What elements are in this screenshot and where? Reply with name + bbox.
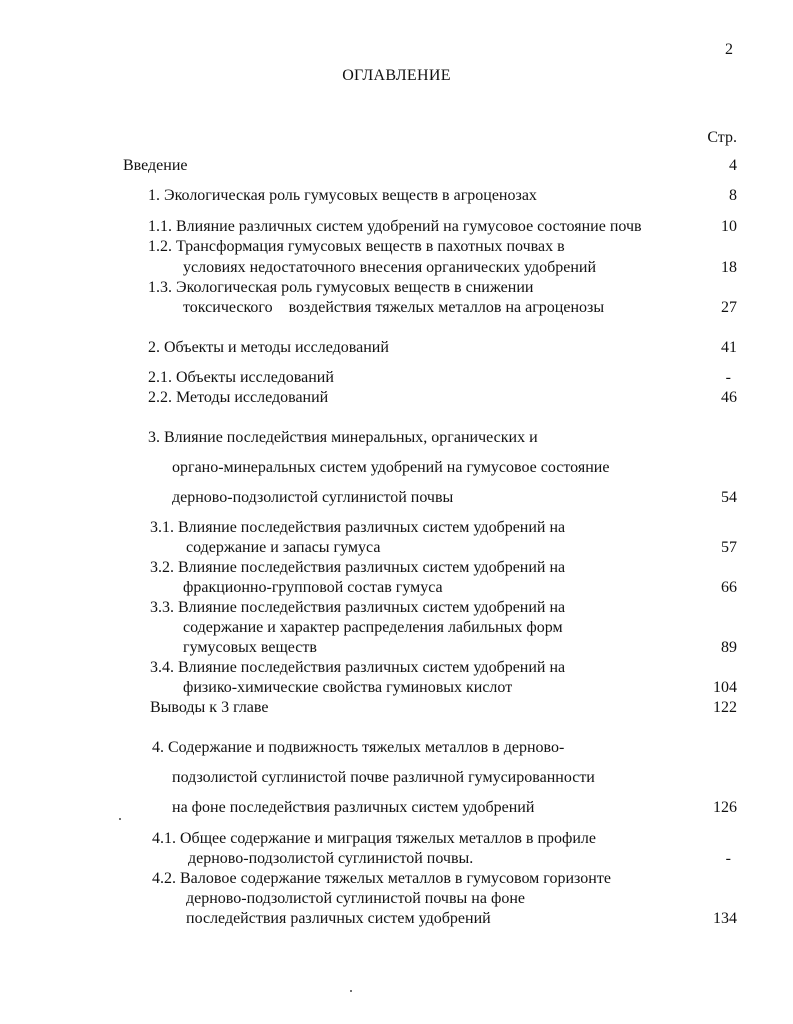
toc-entry-3-2-cont: фракционно-групповой состав гумуса <box>183 579 443 596</box>
page-number: 2 <box>725 41 733 58</box>
toc-entry-chapter-2: 2. Объекты и методы исследований <box>148 339 389 356</box>
toc-entry-1-2: 1.2. Трансформация гумусовых веществ в пахотных почвах в <box>148 238 565 255</box>
toc-entry-chapter-4-cont: на фоне последействия различных систем удобрений <box>172 799 535 816</box>
scan-speck <box>119 818 121 820</box>
toc-page-3-1: 57 <box>721 539 737 556</box>
toc-entry-chapter-1: 1. Экологическая роль гумусовых веществ в агроценозах <box>148 187 537 204</box>
toc-entry-chapter-4: 4. Содержание и подвижность тяжелых металлов в дерново- <box>152 739 565 756</box>
toc-page-4-2: 134 <box>713 910 737 927</box>
toc-entry-3-4-cont: физико-химические свойства гуминовых кислот <box>183 679 513 696</box>
toc-entry-3-3-cont: гумусовых веществ <box>183 639 317 656</box>
toc-page-1-1: 10 <box>721 218 737 235</box>
toc-page-1-3: 27 <box>721 299 737 316</box>
toc-page-chapter-3: 54 <box>721 489 737 506</box>
toc-page-3-3: 89 <box>721 639 737 656</box>
toc-entry-3-1-cont: содержание и запасы гумуса <box>186 539 381 556</box>
toc-entry-2-2: 2.2. Методы исследований <box>148 389 329 406</box>
toc-page-3-2: 66 <box>721 579 737 596</box>
toc-page-2-2: 46 <box>721 389 737 406</box>
toc-entry-chapter-4-cont: подзолистой суглинистой почве различной гумусированности <box>172 769 595 786</box>
toc-entry-3-3-cont: содержание и характер распределения лабильных форм <box>183 619 563 636</box>
toc-page-4-1: - <box>725 850 731 867</box>
toc-entry-4-2: 4.2. Валовое содержание тяжелых металлов в гумусовом горизонте <box>152 870 611 887</box>
toc-entry-3-4: 3.4. Влияние последействия различных систем удобрений на <box>150 659 566 676</box>
toc-entry-chapter-3-cont: дерново-подзолистой суглинистой почвы <box>172 489 454 506</box>
toc-page-intro: 4 <box>729 157 737 174</box>
toc-entry-chapter-3: 3. Влияние последействия минеральных, органических и <box>148 429 538 446</box>
toc-entry-conclusions-3: Выводы к 3 главе <box>150 699 269 716</box>
toc-page-1-2: 18 <box>721 259 737 276</box>
toc-entry-4-2-cont: дерново-подзолистой суглинистой почвы на фоне <box>186 890 525 907</box>
toc-entry-chapter-3-cont: органо-минеральных систем удобрений на гумусовое состояние <box>172 459 610 476</box>
toc-entry-1-3: 1.3. Экологическая роль гумусовых веществ в снижении <box>148 279 534 296</box>
toc-entry-2-1: 2.1. Объекты исследований <box>148 369 334 386</box>
scan-speck <box>350 990 352 992</box>
toc-entry-4-2-cont: последействия различных систем удобрений <box>186 910 491 927</box>
toc-entry-intro: Введение <box>123 157 188 174</box>
toc-entry-3-2: 3.2. Влияние последействия различных систем удобрений на <box>150 559 566 576</box>
toc-page-conclusions-3: 122 <box>713 699 737 716</box>
page-title: ОГЛАВЛЕНИЕ <box>342 67 451 84</box>
toc-entry-3-3: 3.3. Влияние последействия различных систем удобрений на <box>150 599 566 616</box>
toc-entry-1-2-cont: условиях недостаточного внесения органических удобрений <box>183 259 597 276</box>
toc-page-chapter-1: 8 <box>729 187 737 204</box>
toc-entry-4-1-cont: дерново-подзолистой суглинистой почвы. <box>188 850 474 867</box>
toc-page-2-1: - <box>725 369 731 386</box>
toc-page-chapter-4: 126 <box>713 799 737 816</box>
toc-entry-3-1: 3.1. Влияние последействия различных систем удобрений на <box>150 519 566 536</box>
toc-page-chapter-2: 41 <box>721 339 737 356</box>
toc-entry-1-1: 1.1. Влияние различных систем удобрений на гумусовое состояние почв <box>148 218 642 235</box>
pages-column-header: Стр. <box>707 129 737 146</box>
toc-page-3-4: 104 <box>713 679 737 696</box>
toc-entry-4-1: 4.1. Общее содержание и миграция тяжелых металлов в профиле <box>152 830 597 847</box>
toc-entry-1-3-cont: токсического воздействия тяжелых металлов на агроценозы <box>183 299 605 316</box>
